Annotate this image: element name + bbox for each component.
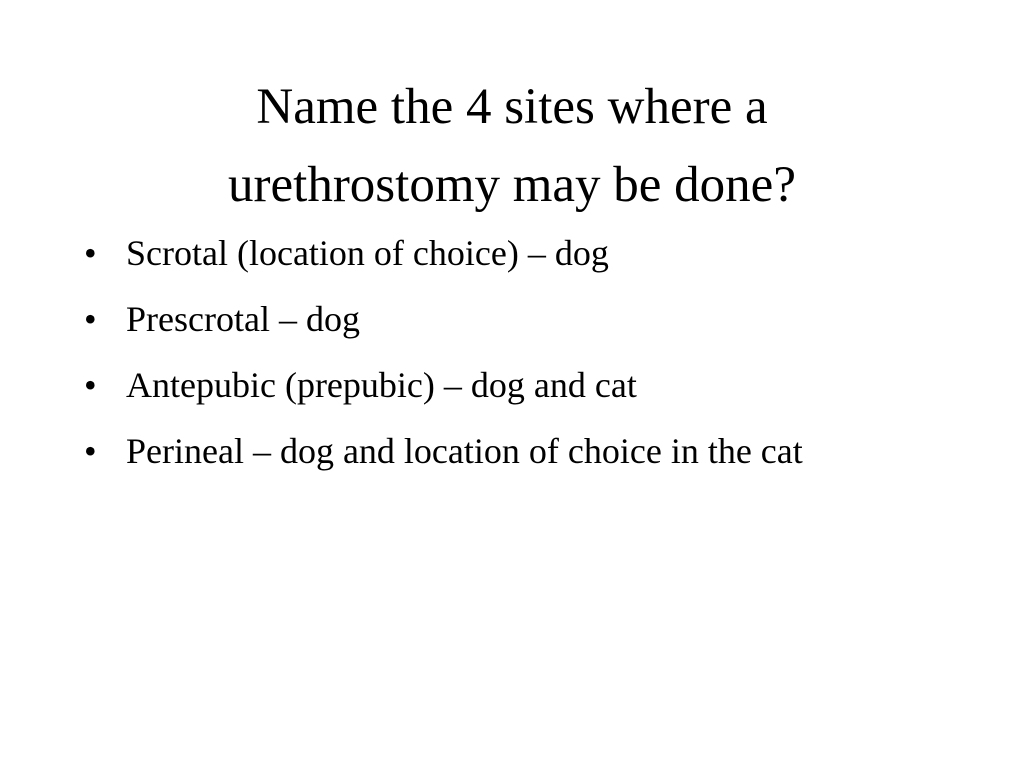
bullet-icon: • bbox=[84, 233, 97, 273]
bullet-list bbox=[84, 228, 934, 492]
bullet-icon: • bbox=[84, 365, 97, 405]
bullet-item-perineal bbox=[84, 426, 934, 476]
slide-title bbox=[0, 68, 1024, 224]
bullet-text: Scrotal (location of choice) – dog bbox=[126, 233, 609, 273]
bullet-icon: • bbox=[84, 299, 97, 339]
bullet-item-prescrotal bbox=[84, 294, 934, 344]
bullet-icon: • bbox=[84, 431, 97, 471]
bullet-item-antepubic bbox=[84, 360, 934, 410]
bullet-text: Prescrotal – dog bbox=[126, 299, 360, 339]
slide-title-line-1: Name the 4 sites where a bbox=[256, 79, 768, 135]
bullet-text: Antepubic (prepubic) – dog and cat bbox=[126, 365, 637, 405]
bullet-text: Perineal – dog and location of choice in the cat bbox=[126, 431, 803, 471]
slide-title-line-2: urethrostomy may be done? bbox=[228, 157, 796, 213]
bullet-item-scrotal bbox=[84, 228, 934, 278]
